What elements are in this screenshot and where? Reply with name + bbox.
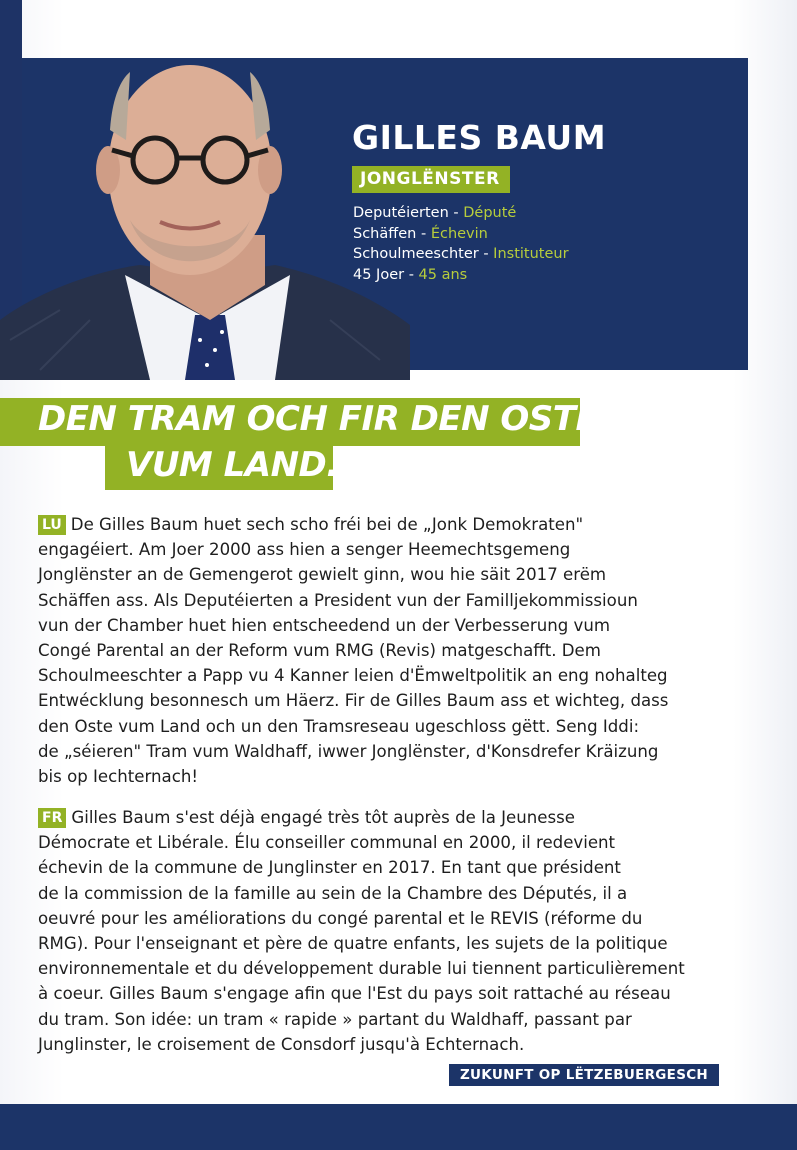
body-line: vun der Chamber huet hien entscheedend un der Verbesserung vum [38,615,611,635]
role-item [353,265,569,286]
role-lb: Schäffen [353,225,417,242]
body-line: à coeur. Gilles Baum s'engage afin que l'Est du pays soit rattaché au réseau [38,984,671,1004]
body-line: Schäffen ass. Als Deputéierten a President vun der Familljekommissioun [38,590,638,610]
role-separator: - [478,246,494,262]
body-line: échevin de la commune de Junglinster en 2017. En tant que président [38,858,621,878]
language-tag-fr: FR [38,808,66,828]
body-line: Schoulmeeschter a Papp vu 4 Kanner leien d'Ëmweltpolitik an eng nohalteg [38,666,668,686]
role-fr: Député [463,205,517,221]
candidate-name: GILLES BAUM [352,118,607,157]
role-list [353,203,569,285]
body-line: Démocrate et Libérale. Élu conseiller communal en 2000, il redevient [38,833,616,853]
body-line: oeuvré pour les améliorations du congé parental et le REVIS (réforme du [38,908,643,928]
role-separator: - [404,266,419,283]
role-fr: 45 ans [418,266,468,283]
body-line: engagéiert. Am Joer 2000 ass hien a senger Heemechtsgemeng [38,540,571,560]
role-lb: Schoulmeeschter [353,246,479,262]
body-line: Entwécklung besonnesch um Häerz. Fir de Gilles Baum ass et wichteg, dass [38,691,669,711]
language-tag-lu: LU [38,515,66,535]
body-line: de la commission de la famille au sein de la Chambre des Députés, il a [38,883,628,903]
role-lb: 45 Joer [353,266,405,283]
body-line-text: De Gilles Baum huet sech scho fréi bei de „Jonk Demokraten" [70,515,584,534]
bottom-band [0,1104,797,1150]
role-fr: Instituteur [493,246,569,262]
role-fr: Échevin [430,225,488,242]
body-paragraph-fr [38,805,738,1057]
footer-slogan-tag: ZUKUNFT OP LËTZEBUERGESCH [449,1064,719,1086]
body-line: Junglinster, le croisement de Consdorf jusqu'à Echternach. [38,1034,525,1054]
role-item [353,203,569,224]
locality-badge: JONGLËNSTER [352,166,510,193]
headline-line-1: DEN TRAM OCH FIR DEN OSTE [38,399,599,439]
role-separator: - [416,225,431,242]
body-line: de „séieren" Tram vum Waldhaff, iwwer Jonglënster, d'Konsdrefer Kräizung [38,741,659,761]
portrait-face [108,65,272,275]
body-line-text: Gilles Baum s'est déjà engagé très tôt auprès de la Jeunesse [71,808,576,827]
body-line: den Oste vum Land och un den Tramsreseau ugeschloss gëtt. Seng Iddi: [38,716,640,736]
body-line: RMG). Pour l'enseignant et père de quatre enfants, les sujets de la politique [38,934,668,954]
body-line: Jonglënster an de Gemengerot gewielt ginn, wou hie säit 2017 erëm [38,565,607,585]
role-item [353,244,569,265]
body-line: environnementale et du développement durable lui tiennent particulièrement [38,959,685,979]
body-line: bis op Iechternach! [38,767,198,787]
role-lb: Deputéierten [353,205,449,221]
role-item [353,224,569,245]
body-line [38,512,738,537]
headline-line-2: VUM LAND. [126,445,339,485]
body-line [38,805,738,830]
body-line: du tram. Son idée: un tram « rapide » partant du Waldhaff, passant par [38,1009,632,1029]
role-separator: - [448,205,464,221]
candidate-portrait [0,20,410,380]
body-paragraph-lu [38,512,738,789]
body-line: Congé Parental an der Reform vum RMG (Revis) matgeschafft. Dem [38,641,601,661]
